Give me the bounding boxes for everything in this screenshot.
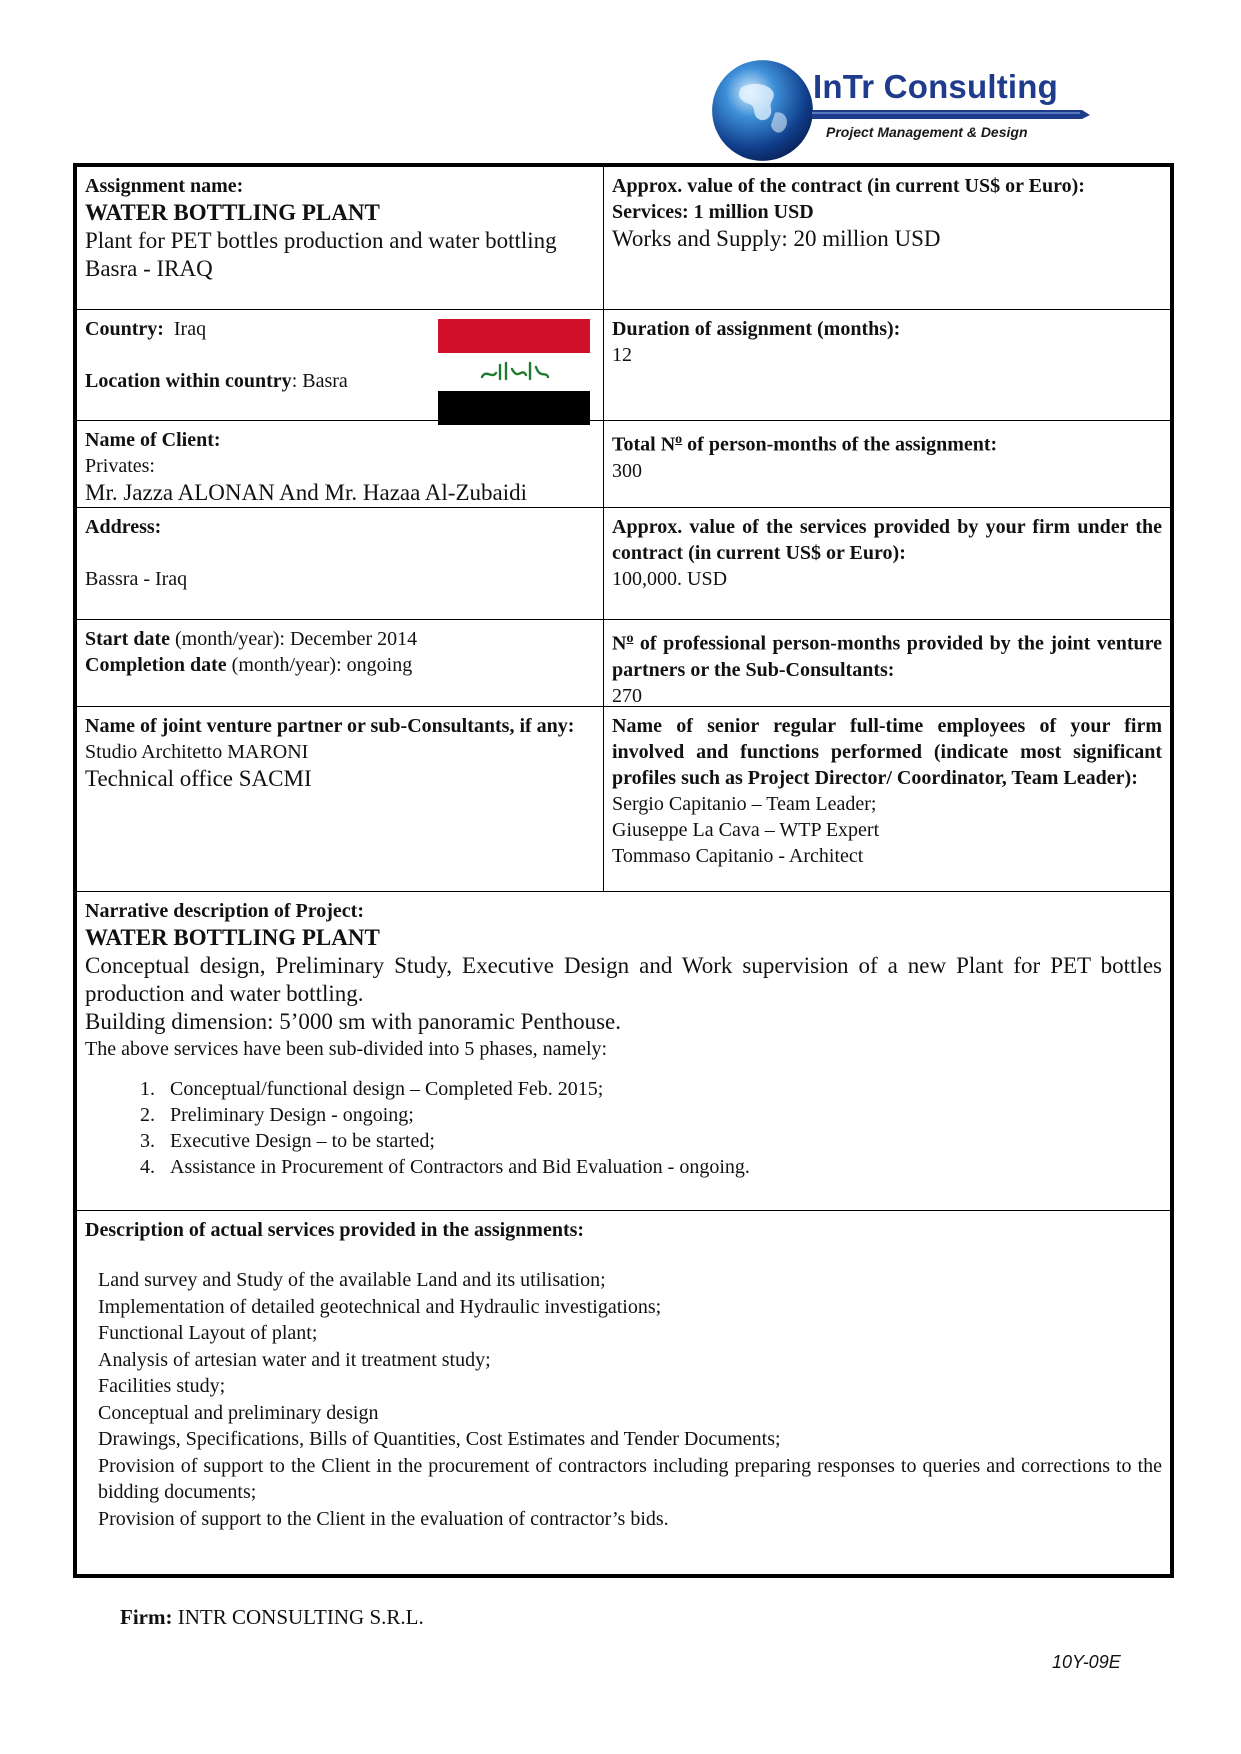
- contract-works-value: Works and Supply: 20 million USD: [612, 226, 941, 251]
- firm-name: INTR CONSULTING S.R.L.: [172, 1605, 424, 1629]
- narrative-phases-intro: The above services have been sub-divided into 5 phases, namely:: [85, 1038, 608, 1060]
- location-value: : Basra: [291, 370, 348, 392]
- client-cell: [76, 420, 604, 508]
- phase-item: 1. Conceptual/functional design – Completed Feb. 2015;: [160, 1076, 1162, 1102]
- globe-icon: [710, 58, 815, 163]
- partners-label: Name of joint venture partner or sub-Consultants, if any:: [85, 715, 575, 737]
- narrative-title: WATER BOTTLING PLANT: [85, 925, 380, 950]
- services-value-amount: 100,000. USD: [612, 568, 728, 590]
- services-value-cell: [603, 507, 1171, 620]
- employee-item: Sergio Capitanio – Team Leader;: [612, 793, 877, 815]
- contract-value-cell: [603, 166, 1171, 310]
- client-label: Name of Client:: [85, 429, 221, 451]
- company-logo: [710, 58, 1090, 163]
- start-date-value: (month/year): December 2014: [169, 628, 418, 650]
- flag-red-band: [438, 319, 590, 353]
- brand-tagline: Project Management & Design: [826, 124, 1028, 140]
- brand-underline: [812, 106, 1090, 122]
- address-label: Address:: [85, 516, 162, 538]
- service-item: Provision of support to the Client in the evaluation of contractor’s bids.: [98, 1507, 669, 1530]
- contract-services-value: Services: 1 million USD: [612, 201, 814, 223]
- professional-months-cell: [603, 619, 1171, 707]
- professional-months-label: $N^o$ of professional person-months provided by the joint venture partners or the Sub-Consultants:: [612, 631, 1162, 681]
- service-item: Facilities study;: [98, 1375, 226, 1397]
- person-months-cell: [603, 420, 1171, 508]
- employees-label: Name of senior regular full-time employees of your firm involved and functions performed (indicate most significant profiles such as Project Director/ Coordinator, Team Leader):: [612, 715, 1162, 789]
- employee-item: Tommaso Capitanio - Architect: [612, 845, 864, 867]
- completion-date-value: (month/year): ongoing: [226, 654, 413, 676]
- professional-months-value: 270: [612, 684, 642, 707]
- services-cell: [76, 1210, 1171, 1575]
- completion-date-label: Completion date: [85, 654, 227, 676]
- narrative-cell: [76, 891, 1171, 1211]
- service-item: Drawings, Specifications, Bills of Quantities, Cost Estimates and Tender Documents;: [98, 1428, 781, 1450]
- services-label: Description of actual services provided in the assignments:: [85, 1219, 585, 1241]
- service-item: Functional Layout of plant;: [98, 1322, 318, 1344]
- phase-item: 3. Executive Design – to be started;: [160, 1128, 1162, 1154]
- person-months-label: Total $N^o$ of person-months of the assignment:: [612, 432, 998, 456]
- phase-item: 4. Assistance in Procurement of Contractors and Bid Evaluation - ongoing.: [160, 1154, 1162, 1180]
- client-type: Privates:: [85, 455, 155, 477]
- contract-value-label: Approx. value of the contract (in current US$ or Euro):: [612, 175, 1085, 197]
- brand-name: InTr Consulting: [813, 68, 1058, 105]
- address-cell: [76, 507, 604, 620]
- service-item: Land survey and Study of the available Land and its utilisation;: [98, 1269, 606, 1291]
- firm-line: [120, 1605, 424, 1630]
- assignment-label: Assignment name:: [85, 175, 244, 197]
- duration-label: Duration of assignment (months):: [612, 318, 901, 340]
- partners-cell: [76, 706, 604, 892]
- assignment-place: Basra - IRAQ: [85, 256, 213, 281]
- firm-label: Firm:: [120, 1605, 173, 1629]
- start-date-label: Start date: [85, 628, 170, 650]
- partner-item: Technical office SACMI: [85, 766, 312, 791]
- flag-takbir-emblem: [476, 357, 552, 385]
- completion-date-line: [85, 652, 595, 678]
- service-item: Analysis of artesian water and it treatment study;: [98, 1348, 491, 1371]
- assignment-title: WATER BOTTLING PLANT: [85, 200, 380, 225]
- country-value: Iraq: [173, 318, 207, 340]
- address-value: Bassra - Iraq: [85, 568, 188, 590]
- services-value-label: Approx. value of the services provided by your firm under the contract (in current US$ or Euro):: [612, 516, 1162, 564]
- country-label: Country:: [85, 318, 164, 340]
- narrative-label: Narrative description of Project:: [85, 900, 364, 922]
- employee-item: Giuseppe La Cava – WTP Expert: [612, 819, 880, 841]
- assignment-cell: [76, 166, 604, 310]
- services-list: [98, 1267, 1162, 1532]
- phases-list: [85, 1076, 1162, 1180]
- dates-cell: [76, 619, 604, 707]
- duration-cell: [603, 309, 1171, 421]
- location-label: Location within country: [85, 370, 292, 392]
- start-date-line: [85, 626, 595, 652]
- narrative-dimension: Building dimension: 5’000 sm with panoramic Penthouse.: [85, 1009, 621, 1034]
- client-names: Mr. Jazza ALONAN And Mr. Hazaa Al-Zubaidi: [85, 480, 528, 505]
- person-months-value: 300: [612, 459, 642, 482]
- service-item: Implementation of detailed geotechnical and Hydraulic investigations;: [98, 1295, 662, 1318]
- partner-item: Studio Architetto MARONI: [85, 741, 309, 763]
- service-item: Provision of support to the Client in the procurement of contractors including preparing responses to queries and corrections to the bidding documents;: [98, 1454, 1162, 1503]
- assignment-subtitle: Plant for PET bottles production and water bottling: [85, 228, 557, 253]
- phase-item: 2. Preliminary Design - ongoing;: [160, 1102, 1162, 1128]
- service-item: Conceptual and preliminary design: [98, 1401, 379, 1424]
- employees-cell: [603, 706, 1171, 892]
- narrative-description: Conceptual design, Preliminary Study, Executive Design and Work supervision of a new Plant for PET bottles production and water bottling.: [85, 953, 1162, 1006]
- document-code: 10Y-09E: [1052, 1652, 1121, 1672]
- iraq-flag-image: [438, 319, 590, 425]
- duration-value: 12: [612, 344, 632, 366]
